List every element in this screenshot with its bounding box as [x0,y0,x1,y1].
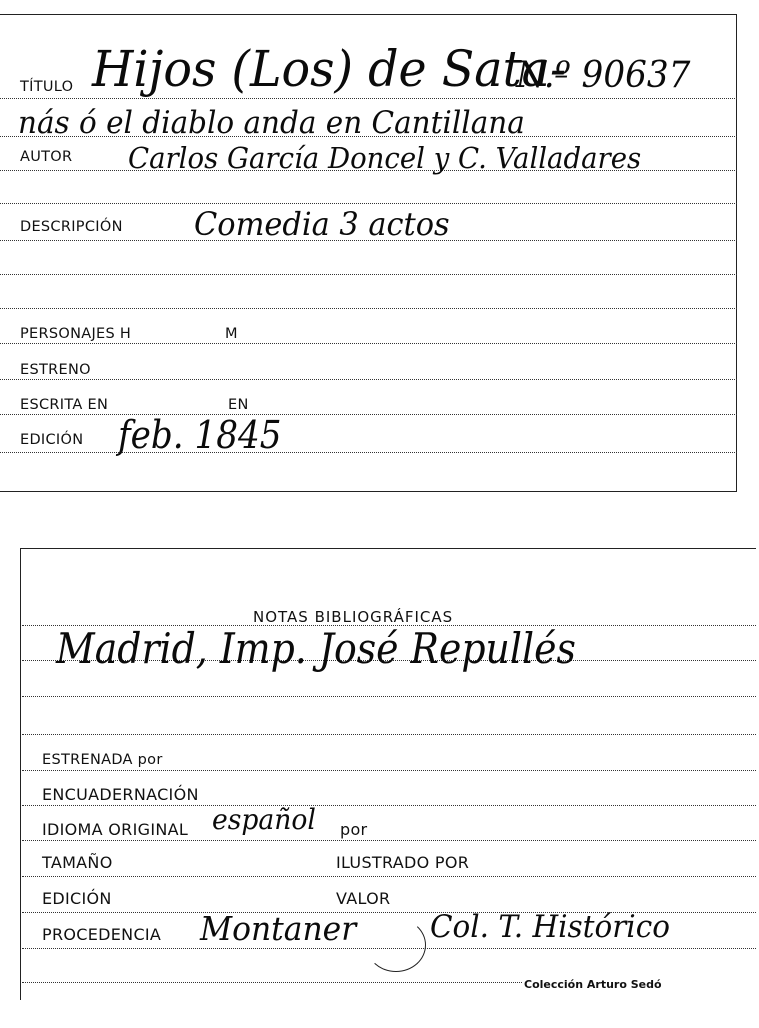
edicion-handwriting: feb. 1845 [118,413,282,457]
estrenada-label: ESTRENADA por [42,752,163,768]
coleccion-handwriting: Col. T. Histórico [430,909,670,945]
collection-stamp: Colección Arturo Sedó [524,978,662,991]
rule-line [0,274,737,275]
rule-line [22,734,756,735]
edicion-label: EDICIÓN [20,432,84,448]
descripcion-handwriting: Comedia 3 actos [194,205,450,243]
valor-label: VALOR [336,889,391,908]
autor-handwriting: Carlos García Doncel y C. Valladares [128,141,642,175]
rule-line [22,982,522,983]
titulo-handwriting-2: nás ó el diablo anda en Cantillana [18,105,525,141]
tamano-label: TAMAÑO [42,853,113,872]
edicion-label-2: EDICIÓN [42,889,112,908]
rule-line [22,876,756,877]
rule-line [0,308,737,309]
numero-handwriting: N.º 90637 [516,55,691,96]
rule-line [0,452,737,453]
escrita-en2-label: EN [228,397,249,413]
escrita-en-label: ESCRITA EN [20,397,109,413]
rule-line [22,840,756,841]
rule-line [22,805,756,806]
rule-line [0,379,737,380]
rule-line [22,696,756,697]
encuadernacion-label: ENCUADERNACIÓN [42,785,199,804]
idioma-handwriting: español [212,803,316,836]
rule-line [0,203,737,204]
rule-line [0,343,737,344]
autor-label: AUTOR [20,149,73,165]
titulo-label: TÍTULO [20,79,74,95]
procedencia-handwriting: Montaner [200,909,357,948]
descripcion-label: DESCRIPCIÓN [20,219,123,235]
titulo-handwriting-1: Hijos (Los) de Sata- [92,40,567,98]
notas-title: NOTAS BIBLIOGRÁFICAS [253,608,454,626]
personajes-m-label: M [225,326,238,342]
estreno-label: ESTRENO [20,362,91,378]
personajes-h-label: PERSONAJES H [20,326,132,342]
ilustrado-label: ILUSTRADO POR [336,853,470,872]
notas-handwriting: Madrid, Imp. José Repullés [56,624,576,673]
idioma-label: IDIOMA ORIGINAL [42,820,189,839]
procedencia-label: PROCEDENCIA [42,925,162,944]
rule-line [0,414,737,415]
rule-line [22,770,756,771]
idioma-por-label: por [340,820,368,839]
pencil-circle-mark [366,918,426,972]
rule-line [0,98,737,99]
